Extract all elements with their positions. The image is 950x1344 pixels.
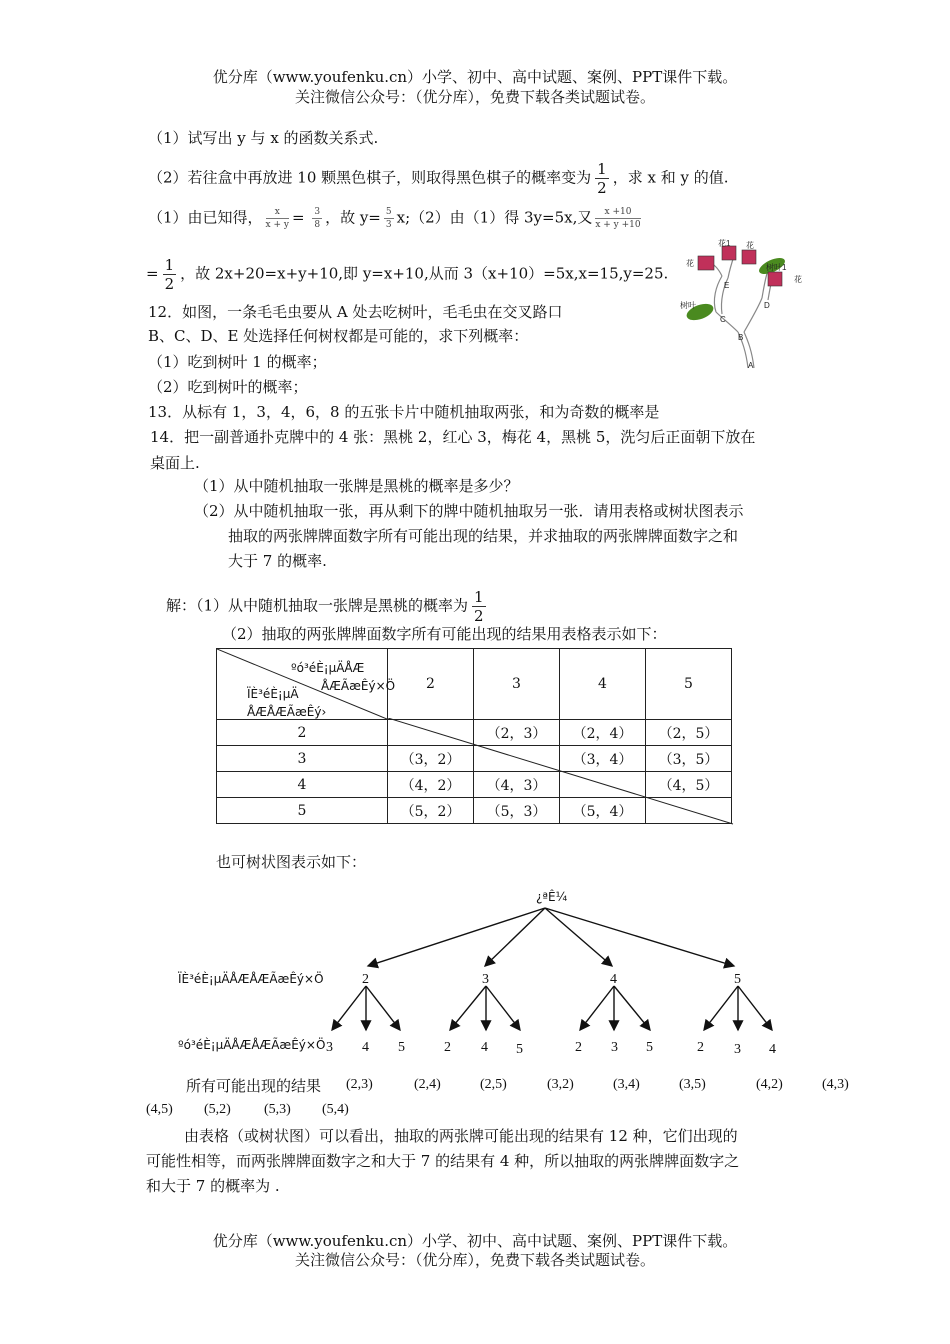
corner-label-bot2: ÅÆÅÆÃæÊý› xyxy=(247,705,327,719)
flower-icon xyxy=(742,250,756,264)
table-cell: （2，4） xyxy=(560,720,646,746)
table-cell: （3，2） xyxy=(388,746,474,772)
conclusion-line2: 可能性相等，而两张牌牌面数字之和大于 7 的结果有 4 种，所以抽取的两张牌牌面数字之 xyxy=(146,1152,740,1170)
label-C: C xyxy=(720,315,726,324)
q14-solution1: 解：（1）从中随机抽取一张牌是黑桃的概率为 $\frac{1}{2}$ xyxy=(166,588,484,625)
label-leaf1: 树叶1 xyxy=(766,263,787,272)
tree-leaf: 3 xyxy=(611,1040,618,1055)
table-cell: （3，5） xyxy=(646,746,732,772)
label-E: E xyxy=(724,281,730,290)
row-header: 4 xyxy=(217,772,388,798)
caterpillar-tree-figure xyxy=(676,236,816,376)
fraction-half: $\frac{1}{2}$ xyxy=(597,160,607,197)
tree-node: 3 xyxy=(482,972,489,987)
q12-item2: （2）吃到树叶的概率； xyxy=(148,378,308,396)
table-diagonal-line xyxy=(388,718,734,826)
label-D: D xyxy=(764,301,770,310)
header-line-2: 关注微信公众号：（优分库），免费下载各类试题试卷。 xyxy=(294,88,655,106)
tree-node: 4 xyxy=(610,972,617,987)
q12-item1: （1）吃到树叶 1 的概率； xyxy=(148,353,327,371)
result-item: (3,2) xyxy=(547,1077,574,1092)
corner-label-top2: ÅÆÃæÊý×Ö xyxy=(321,679,396,693)
footer-line-2: 关注微信公众号：（优分库），免费下载各类试题试卷。 xyxy=(294,1251,655,1269)
tree-leaf: 2 xyxy=(575,1040,582,1055)
header-line-1: 优分库（www.youfenku.cn）小学、初中、高中试题、案例、PPT课件下载。 xyxy=(212,68,738,86)
flower-icon xyxy=(768,272,782,286)
result-item: (2,5) xyxy=(480,1077,507,1092)
q11-part1: （1）试写出 y 与 x 的函数关系式. xyxy=(148,129,379,147)
q12-line1: 12．如图，一条毛毛虫要从 A 处去吃树叶，毛毛虫在交叉路口 xyxy=(148,303,563,321)
label-B: B xyxy=(738,333,744,342)
row-header: 3 xyxy=(217,746,388,772)
result-item: (4,5) xyxy=(146,1102,173,1117)
result-item: (5,3) xyxy=(264,1102,291,1117)
label-A: A xyxy=(748,361,754,370)
table-cell: （4，5） xyxy=(646,772,732,798)
flower-icon xyxy=(698,256,714,270)
tree-level1-label: ÏÈ³éÈ¡µÄÅÆÅÆÃæÊý×Ö xyxy=(178,972,324,986)
corner-label-top1: ºó³éÈ¡µÄÅÆ xyxy=(291,661,365,675)
label-flower: 花 xyxy=(794,275,802,284)
column-header: 3 xyxy=(474,649,560,720)
table-cell: （5，3） xyxy=(474,798,560,824)
q14-line2: 桌面上. xyxy=(150,454,200,472)
tree-intro: 也可树状图表示如下： xyxy=(216,853,367,871)
flower1-icon xyxy=(722,246,736,260)
q11-solution-line2: = $\frac{1}{2}$ ，故 2x+20=x+y+10,即 y=x+10,从而 3（x+10）=5x,x=15,y=25. xyxy=(146,256,669,293)
table-corner-cell xyxy=(217,649,396,720)
fraction-3-8: $\frac{3}{8}$ xyxy=(314,207,321,230)
results-lead: 所有可能出现的结果 xyxy=(186,1077,322,1095)
tree-leaf: 2 xyxy=(697,1040,704,1055)
column-header: 4 xyxy=(560,649,646,720)
table-cell: （5，4） xyxy=(560,798,646,824)
fraction-half: $\frac{1}{2}$ xyxy=(164,256,175,293)
result-item: (4,2) xyxy=(756,1077,783,1092)
table-cell: （4，2） xyxy=(388,772,474,798)
tree-leaf: 4 xyxy=(362,1040,369,1055)
tree-leaf: 4 xyxy=(481,1040,488,1055)
tree-node: 5 xyxy=(734,972,741,987)
tree-leaf: 3 xyxy=(326,1040,333,1055)
q14-sub2b: 抽取的两张牌牌面数字所有可能出现的结果，并求抽取的两张牌牌面数字之和 xyxy=(228,527,739,545)
q14-sub2a: （2）从中随机抽取一张，再从剩下的牌中随机抽取另一张．请用表格或树状图表示 xyxy=(194,502,744,520)
tree-level2-label: ºó³éÈ¡µÄÅÆÅÆÃæÊý×Ö xyxy=(178,1038,326,1052)
q14-line1: 14．把一副普通扑克牌中的 4 张：黑桃 2，红心 3，梅花 4，黑桃 5，洗匀后正面朝下放在 xyxy=(150,428,756,446)
tree-leaf: 5 xyxy=(398,1040,405,1055)
conclusion-line1: 由表格（或树状图）可以看出，抽取的两张牌可能出现的结果有 12 种，它们出现的 xyxy=(184,1127,738,1145)
conclusion-line3: 和大于 7 的概率为 . xyxy=(146,1177,280,1195)
column-header: 5 xyxy=(646,649,732,720)
tree-leaf: 5 xyxy=(646,1040,653,1055)
result-item: (3,4) xyxy=(613,1077,640,1092)
result-item: (2,3) xyxy=(346,1077,373,1092)
q11-solution-line1: （1）由已知得， $\frac{x}{x + y}$ = $\frac{3}{8}$ ，故 y= $\frac{5}{3}$ x;（2）由（1）得 3y=5x,又 $\frac{x +10}{x + y +10}$ xyxy=(148,207,641,230)
footer-line-1: 优分库（www.youfenku.cn）小学、初中、高中试题、案例、PPT课件下载。 xyxy=(212,1232,738,1250)
table-cell: （5，2） xyxy=(388,798,474,824)
result-item: (5,4) xyxy=(322,1102,349,1117)
corner-label-bot1: ÏÈ³éÈ¡µÄ xyxy=(247,687,299,701)
column-header: 2 xyxy=(388,649,474,720)
q14-sub2c: 大于 7 的概率. xyxy=(228,552,327,570)
fraction-x10-over-xy10: $\frac{x +10}{x + y +10}$ xyxy=(595,207,641,230)
q13-text: 13．从标有 1，3，4，6，8 的五张卡片中随机抽取两张，和为奇数的概率是 xyxy=(148,403,660,421)
result-item: (2,4) xyxy=(414,1077,441,1092)
q14-solution2: （2）抽取的两张牌牌面数字所有可能出现的结果用表格表示如下： xyxy=(222,625,667,643)
tree-leaf: 4 xyxy=(769,1042,776,1057)
fraction-x-over-xy: $\frac{x}{x + y}$ xyxy=(265,207,289,230)
q14-sub1: （1）从中随机抽取一张牌是黑桃的概率是多少？ xyxy=(194,477,519,495)
q11-part2: （2）若往盒中再放进 10 颗黑色棋子，则取得黑色棋子的概率变为 $\frac{1}{2}$ ，求 x 和 y 的值. xyxy=(148,160,729,197)
fraction-5-3: $\frac{5}{3}$ xyxy=(385,207,392,230)
row-header: 2 xyxy=(217,720,388,746)
label-leaf: 树叶 xyxy=(680,301,696,310)
tree-leaf: 5 xyxy=(516,1042,523,1057)
label-flower: 花 xyxy=(746,241,754,250)
result-item: (4,3) xyxy=(822,1077,849,1092)
table-header-row xyxy=(217,649,732,720)
tree-root-label: ¿ªÊ¼ xyxy=(536,890,568,904)
result-item: (5,2) xyxy=(204,1102,231,1117)
tree-leaf: 3 xyxy=(734,1042,741,1057)
q12-line2: B、C、D、E 处选择任何树杈都是可能的，求下列概率： xyxy=(148,327,529,345)
tree-leaf: 2 xyxy=(444,1040,451,1055)
label-flower: 花 xyxy=(686,259,694,268)
row-header: 5 xyxy=(217,798,388,824)
result-item: (3,5) xyxy=(679,1077,706,1092)
label-flower1: 花1 xyxy=(718,239,731,248)
table-cell: （2，5） xyxy=(646,720,732,746)
table-cell: （4，3） xyxy=(474,772,560,798)
tree-node: 2 xyxy=(362,972,369,987)
fraction-half: $\frac{1}{2}$ xyxy=(474,588,484,625)
table-cell: （2，3） xyxy=(474,720,560,746)
table-cell: （3，4） xyxy=(560,746,646,772)
